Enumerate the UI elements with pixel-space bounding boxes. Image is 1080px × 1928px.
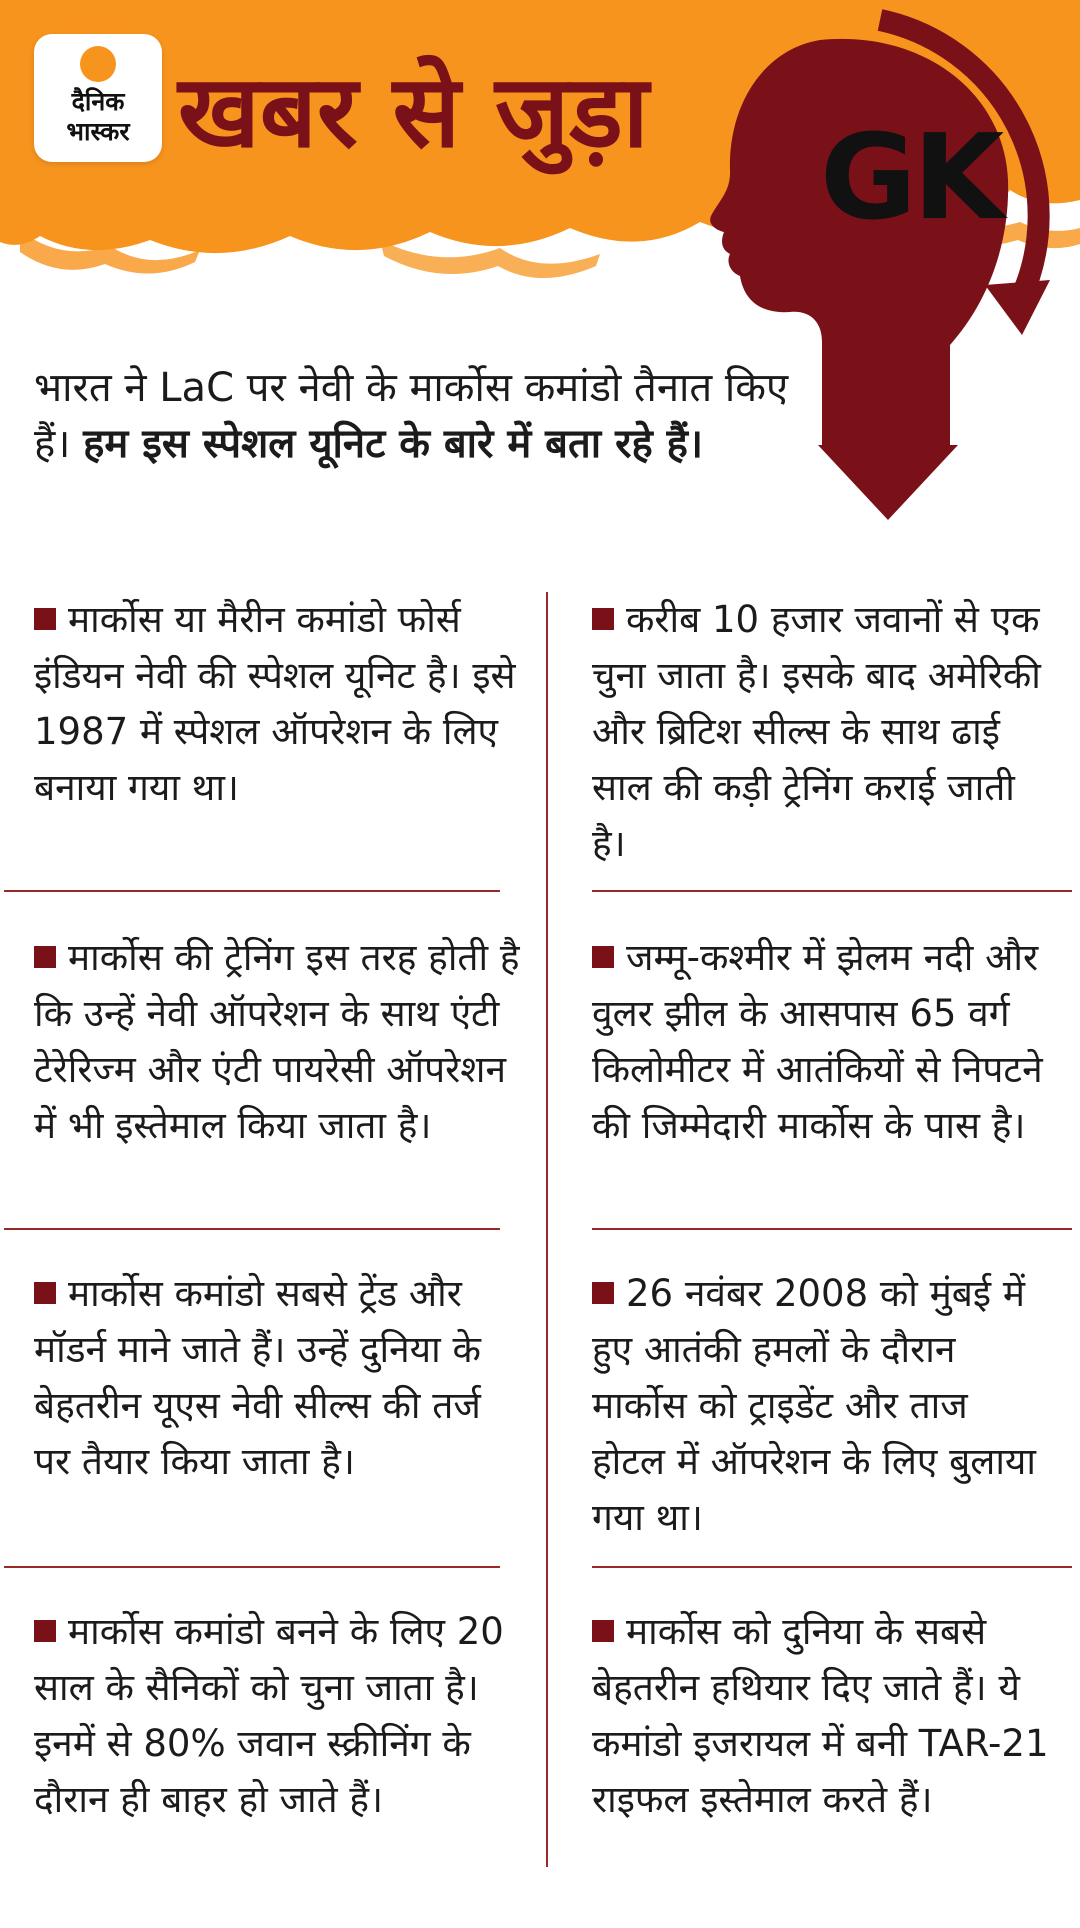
- fact-text: 26 नवंबर 2008 को मुंबई में हुए आतंकी हमलों के दौरान मार्कोस को ट्राइडेंट और ताज होटल में ऑपरेशन के लिए बुलाया गया था।: [592, 1272, 1036, 1539]
- gk-label: GK: [820, 108, 1001, 246]
- square-bullet-icon: [592, 608, 614, 630]
- square-bullet-icon: [592, 946, 614, 968]
- logo-text-line2: भास्कर: [66, 117, 130, 146]
- square-bullet-icon: [34, 1282, 56, 1304]
- fact-text: मार्कोस को दुनिया के सबसे बेहतरीन हथियार दिए जाते हैं। ये कमांडो इजरायल में बनी TAR-21 राइफल इस्तेमाल करते हैं।: [592, 1610, 1049, 1821]
- row-divider: [592, 890, 1072, 892]
- row-divider: [4, 1566, 500, 1568]
- fact-item: [592, 930, 1052, 1154]
- fact-text: मार्कोस की ट्रेनिंग इस तरह होती है कि उन्हें नेवी ऑपरेशन के साथ एंटी टेरेरिज्म और एंटी पायरेसी ऑपरेशन में भी इस्तेमाल किया जाता है।: [34, 936, 520, 1147]
- fact-item: [592, 1604, 1052, 1828]
- fact-item: [34, 1604, 524, 1828]
- square-bullet-icon: [34, 608, 56, 630]
- fact-item: [34, 930, 524, 1154]
- intro-normal: भारत ने LaC पर नेवी के मार्कोस कमांडो तैनात किए हैं।: [34, 365, 789, 467]
- row-divider: [4, 1228, 500, 1230]
- fact-text: मार्कोस कमांडो सबसे ट्रेंड और मॉडर्न माने जाते हैं। उन्हें दुनिया के बेहतरीन यूएस नेवी सील्स की तर्ज पर तैयार किया जाता है।: [34, 1272, 481, 1483]
- fact-text: जम्मू-कश्मीर में झेलम नदी और वुलर झील के आसपास 65 वर्ग किलोमीटर में आतंकियों से निपटने की जिम्मेदारी मार्कोस के पास है।: [592, 936, 1043, 1147]
- row-divider: [592, 1566, 1072, 1568]
- logo-text-line1: दैनिक: [71, 87, 125, 116]
- dainik-bhaskar-logo: [34, 34, 162, 162]
- logo-sun-icon: [80, 46, 116, 82]
- intro-text: [34, 360, 814, 472]
- fact-item: [592, 1266, 1052, 1546]
- fact-item: [34, 592, 524, 816]
- fact-text: मार्कोस या मैरीन कमांडो फोर्स इंडियन नेवी की स्पेशल यूनिट है। इसे 1987 में स्पेशल ऑपरेशन के लिए बनाया गया था।: [34, 598, 516, 809]
- row-divider: [4, 890, 500, 892]
- intro-bold: हम इस स्पेशल यूनिट के बारे में बता रहे हैं।: [83, 421, 704, 467]
- header-title: खबर से जुड़ा: [178, 53, 649, 170]
- header-banner: [0, 0, 1080, 330]
- square-bullet-icon: [34, 1620, 56, 1642]
- fact-item: [34, 1266, 524, 1490]
- square-bullet-icon: [592, 1620, 614, 1642]
- square-bullet-icon: [592, 1282, 614, 1304]
- fact-text: करीब 10 हजार जवानों से एक चुना जाता है। इसके बाद अमेरिकी और ब्रिटिश सील्स के साथ ढाई साल की कड़ी ट्रेनिंग कराई जाती है।: [592, 598, 1041, 865]
- circular-arrow-head: [985, 280, 1050, 335]
- fact-item: [592, 592, 1052, 872]
- column-divider: [546, 592, 548, 1867]
- square-bullet-icon: [34, 946, 56, 968]
- fact-text: मार्कोस कमांडो बनने के लिए 20 साल के सैनिकों को चुना जाता है। इनमें से 80% जवान स्क्रीनिंग के दौरान ही बाहर हो जाते हैं।: [34, 1610, 504, 1821]
- row-divider: [592, 1228, 1072, 1230]
- down-arrow: [818, 420, 958, 520]
